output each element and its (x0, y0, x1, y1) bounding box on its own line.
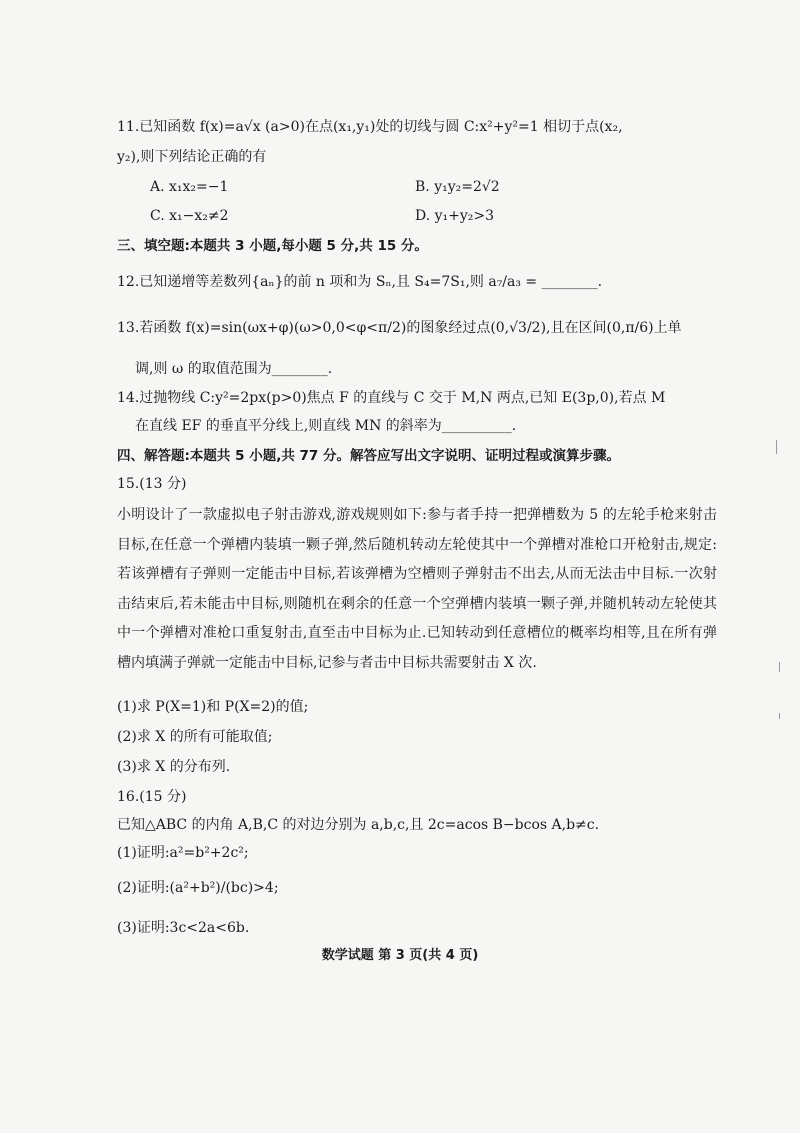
q15-header: 15.(13 分) (117, 476, 187, 492)
q11-option-d: D. y₁+y₂>3 (415, 208, 495, 224)
q11-stem-line1: 11.已知函数 f(x)=a√x (a>0)在点(x₁,y₁)处的切线与圆 C:x²+y²=1 相切于点(x₂, (117, 119, 623, 135)
q15-part3: (3)求 X 的分布列. (117, 759, 231, 775)
q13-line1: 13.若函数 f(x)=sin(ωx+φ)(ω>0,0<φ<π/2)的图象经过点(0,√3/2),且在区间(0,π/6)上单 (117, 320, 682, 336)
q11-option-b: B. y₁y₂=2√2 (415, 179, 500, 195)
q13-line2: 调,则 ω 的取值范围为________. (135, 361, 333, 377)
q15-part2: (2)求 X 的所有可能取值; (117, 729, 273, 745)
q16-part2: (2)证明:(a²+b²)/(bc)>4; (117, 880, 279, 896)
q16-body: 已知△ABC 的内角 A,B,C 的对边分别为 a,b,c,且 2c=acos B−bcos A,b≠c. (117, 817, 600, 833)
scan-mark (779, 662, 780, 672)
q15-body: 小明设计了一款虚拟电子射击游戏,游戏规则如下:参与者手持一把弹槽数为 5 的左轮手枪来射击目标,在任意一个弹槽内装填一颗子弹,然后随机转动左轮使其中一个弹槽对准枪口开枪射击,规定:若该弹槽有子弹则一定能击中目标,若该弹槽为空槽则子弹射击不出去,从而无法击中目标.一次射击结束后,若未能击中目标,则随机在剩余的任意一个空弹槽内装填一颗子弹,并随机转动左轮使其中一个弹槽对准枪口重复射击,直至击中目标为止.已知转动到任意槽位的概率均相等,且在所有弹槽内填满子弹就一定能击中目标,记参与者击中目标共需要射击 X 次. (117, 507, 717, 671)
section4-title: 四、解答题:本题共 5 小题,共 77 分。解答应写出文字说明、证明过程或演算步骤。 (117, 448, 621, 464)
q12-text: 12.已知递增等差数列{aₙ}的前 n 项和为 Sₙ,且 S₄=7S₁,则 a₇/a₃ = ________. (117, 274, 603, 290)
q15-part1: (1)求 P(X=1)和 P(X=2)的值; (117, 699, 309, 715)
scan-mark (776, 440, 777, 454)
q14-line2: 在直线 EF 的垂直平分线上,则直线 MN 的斜率为__________. (135, 418, 517, 434)
q11-option-c: C. x₁−x₂≠2 (150, 208, 229, 224)
q16-part1: (1)证明:a²=b²+2c²; (117, 845, 249, 861)
q11-option-a: A. x₁x₂=−1 (150, 179, 229, 195)
q16-header: 16.(15 分) (117, 789, 187, 805)
scan-mark (779, 713, 780, 719)
q16-part3: (3)证明:3c<2a<6b. (117, 920, 250, 936)
q11-stem-line2: y₂),则下列结论正确的有 (117, 149, 267, 165)
section3-title: 三、填空题:本题共 3 小题,每小题 5 分,共 15 分。 (117, 238, 428, 254)
page-footer: 数学试题 第 3 页(共 4 页) (321, 948, 479, 963)
q14-line1: 14.过抛物线 C:y²=2px(p>0)焦点 F 的直线与 C 交于 M,N 两点,已知 E(3p,0),若点 M (117, 390, 666, 406)
